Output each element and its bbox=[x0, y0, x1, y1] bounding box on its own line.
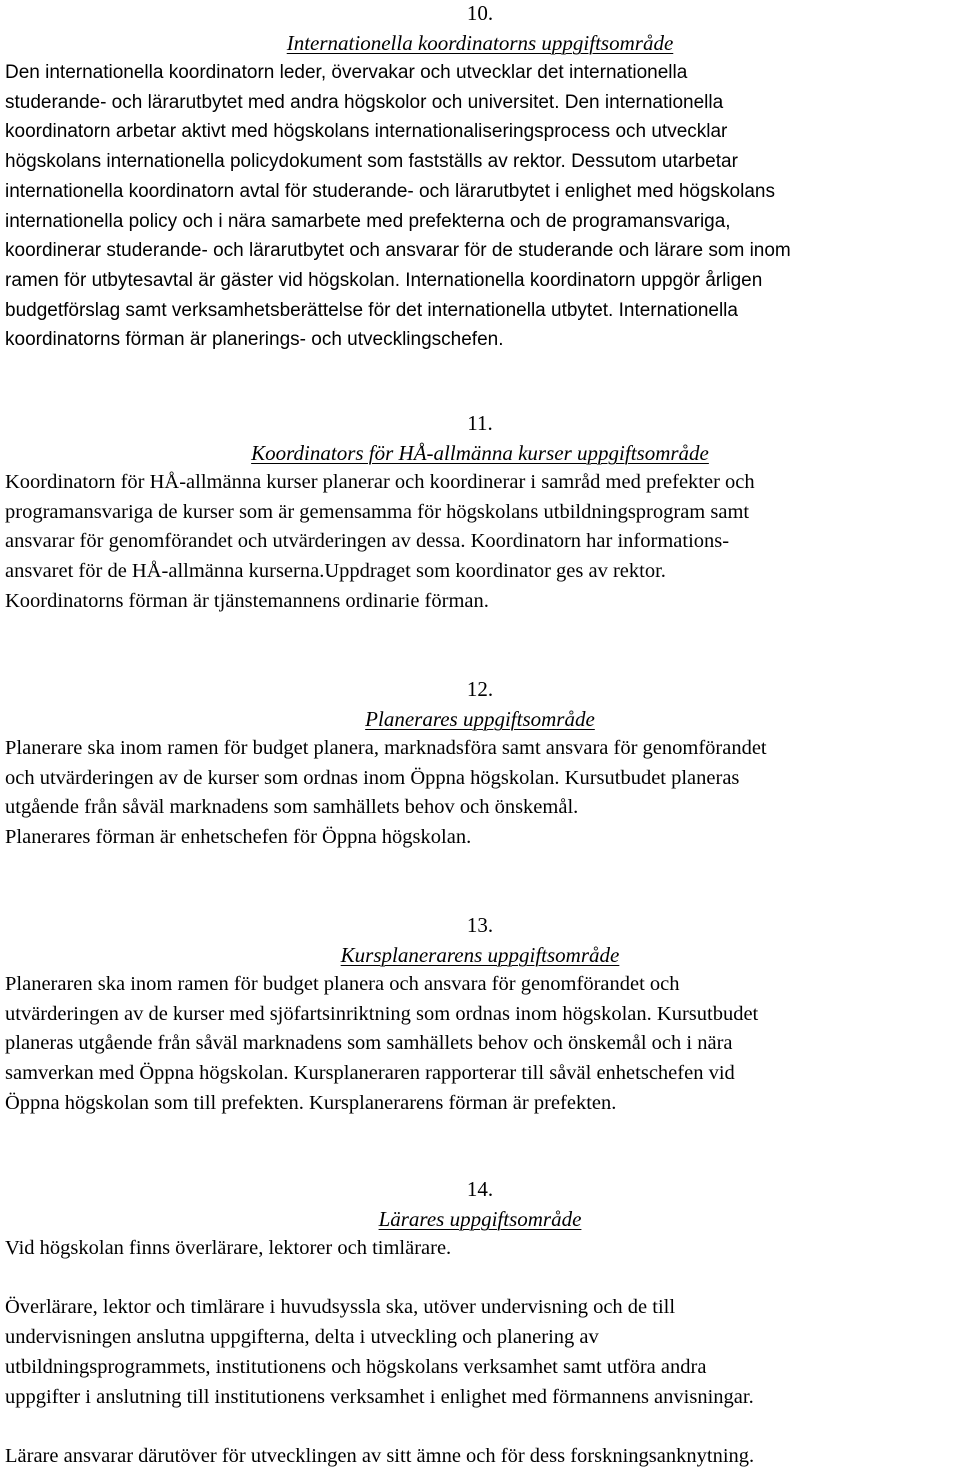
section-heading: Koordinators för HÅ-allmänna kurser uppgiftsområde bbox=[251, 441, 709, 465]
section-heading: Lärares uppgiftsområde bbox=[378, 1207, 582, 1231]
section-number: 10. bbox=[466, 1, 494, 25]
section-12 bbox=[5, 674, 955, 853]
section-paragraph: Den internationella koordinatorn leder, övervakar och utvecklar det internationella studerande- och lärarutbytet med andra högskolor och universitet. Den internationella koordinatorn arbetar aktivt med högskolans internationaliseringsprocess och utvecklar högskolans internationella policydokument som fastställs av rektor. Dessutom utarbetar internationella koordinatorn avtal för studerande- och lärarutbytet i enlighet med högskolans internationella policy och i nära samarbete med prefekterna och de programansvariga, koordinerar studerande- och lärarutbytet och ansvarar för de studerande och lärare som inom ramen för utbytesavtal är gäster vid högskolan. Internationella koordinatorn uppgör årligen budgetförslag samt verksamhetsberättelse för det internationella utbytet. Internationella koordinatorns förman är planerings- och utvecklingschefen. bbox=[5, 62, 791, 351]
section-13 bbox=[5, 910, 955, 1119]
section-heading: Kursplanerarens uppgiftsområde bbox=[340, 943, 620, 967]
section-paragraph: Vid högskolan finns överlärare, lektorer och timlärare. bbox=[5, 1237, 452, 1259]
section-10 bbox=[5, 0, 955, 355]
section-14 bbox=[5, 1174, 955, 1472]
section-paragraph: Planeraren ska inom ramen för budget planera och ansvara för genomförandet och utvärderingen av de kurser med sjöfartsinriktning som ordnas inom högskolan. Kursutbudet planeras utgående från såväl marknadens som samhällets behov och önskemål och i nära samverkan med Öppna högskolan. Kursplaneraren rapporterar till såväl enhetschefen vid Öppna högskolan som till prefekten. Kursplanerarens förman är prefekten. bbox=[5, 973, 759, 1114]
section-paragraph: Koordinatorn för HÅ-allmänna kurser planerar och koordinerar i samråd med prefekter och programansvariga de kurser som är gemensamma för högskolans utbildningsprogram samt ansvarar för genomförandet och utvärderingen av dessa. Koordinatorn har informations- ansvaret för de HÅ-allmänna kurserna.Uppdraget som koordinator ges av rektor. Koordinatorns förman är tjänstemannens ordinarie förman. bbox=[5, 471, 755, 612]
section-11 bbox=[5, 408, 955, 617]
section-paragraph: Överlärare, lektor och timlärare i huvudsyssla ska, utöver undervisning och de till undervisningen anslutna uppgifterna, delta i utveckling och planering av utbildningsprogrammets, institutionens och högskolans verksamhet samt utföra andra uppgifter i anslutning till institutionens verksamhet i enlighet med förmannens anvisningar. bbox=[5, 1296, 754, 1408]
section-paragraph: Lärare ansvarar därutöver för utvecklingen av sitt ämne och för dess forskningsanknytning. bbox=[5, 1444, 755, 1467]
section-number: 14. bbox=[466, 1177, 494, 1201]
section-number: 12. bbox=[466, 677, 494, 701]
section-heading: Internationella koordinatorns uppgiftsområde bbox=[286, 31, 674, 55]
section-paragraph: Planerare ska inom ramen för budget planera, marknadsföra samt ansvara för genomförandet och utvärderingen av de kurser som ordnas inom Öppna högskolan. Kursutbudet planeras utgående från såväl marknadens som samhällets behov och önskemål. Planerares förman är enhetschefen för Öppna högskolan. bbox=[5, 737, 767, 849]
section-heading: Planerares uppgiftsområde bbox=[365, 707, 595, 731]
section-number: 13. bbox=[466, 913, 494, 937]
section-number: 11. bbox=[467, 411, 493, 435]
